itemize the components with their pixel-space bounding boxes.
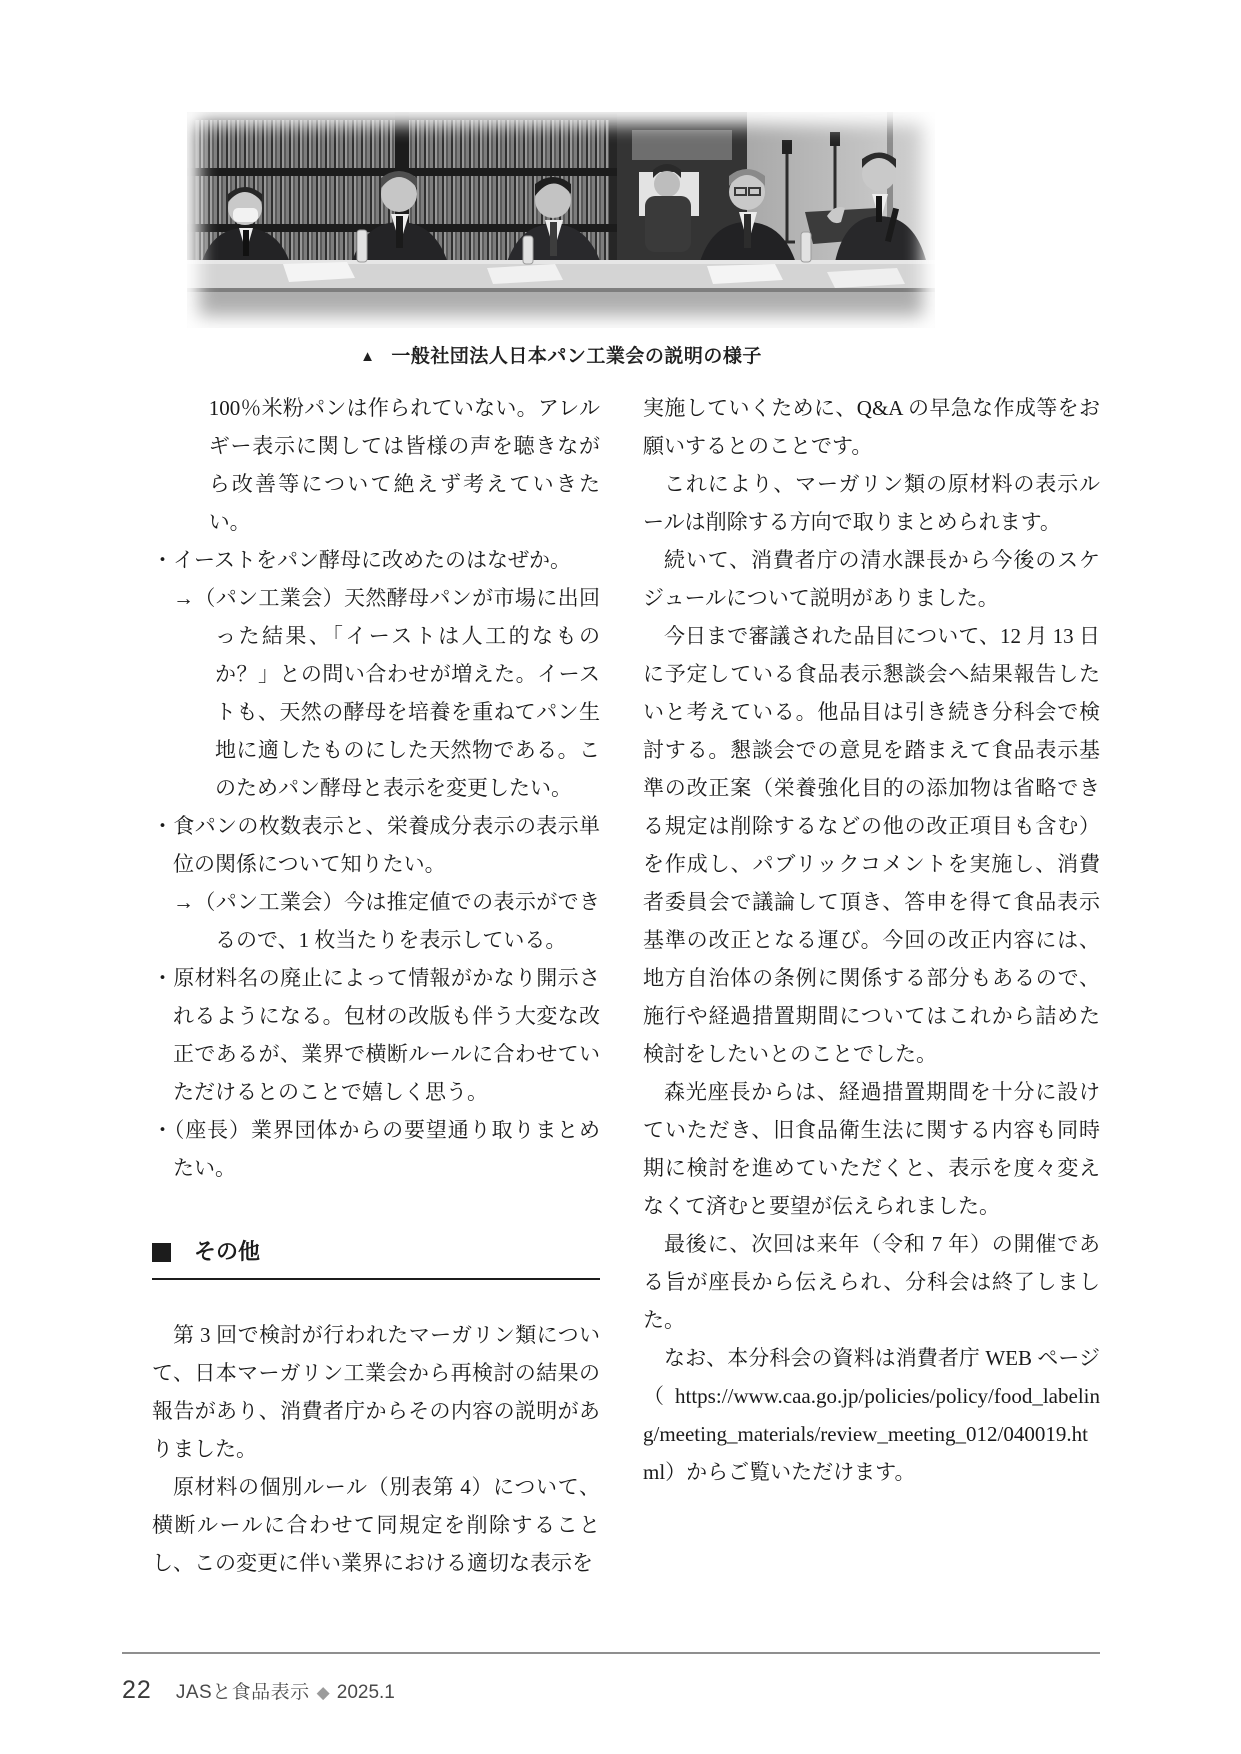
issue-date: 2025.1 <box>336 1682 395 1703</box>
paragraph: これにより、マーガリン類の原材料の表示ルールは削除する方向で取りまとめられます。 <box>643 472 1100 534</box>
paragraph: 今日まで審議された品目について、12 月 13 日に予定している食品表示懇談会へ結果報告したいと考えている。他品目は引き続き分科会で検討する。懇談会での意見を踏まえて食品表示基準の改正案（栄養強化目的の添加物は省略できる規定は削除するなどの他の改正項目も含む）を作成し、パブリックコメントを実施し、消費者委員会で議論して頂き、答申を得て食品表示基準の改正となる運び。今回の改正内容には、地方自治体の条例に関係する部分もあるので、施行や経過措置期間についてはこれから詰めた検討をしたいとのことでした。 <box>643 624 1100 1066</box>
page-footer <box>122 1676 395 1705</box>
paragraph-continuation: 実施していくために、Q&A の早急な作成等をお願いするとのことです。 <box>643 396 1100 458</box>
square-bullet-icon <box>152 1243 171 1262</box>
diamond-separator-icon: ◆ <box>316 1683 330 1702</box>
arrow-answer: →（パン工業会）天然酵母パンが市場に出回った結果、「イーストは人工的なものか？」との問い合わせが増えた。イーストも、天然の酵母を培養を重ねてパン生地に適したものにした天然物である。このためパン酵母と表示を変更したい。 <box>173 586 600 800</box>
photo-caption-text: 一般社団法人日本パン工業会の説明の様子 <box>391 346 762 367</box>
left-column <box>152 389 600 1582</box>
paragraph-continuation: 100％米粉パンは作られていない。アレルギー表示に関しては皆様の声を聴きながら改善等について絶えず考えていきたい。 <box>208 396 600 534</box>
meeting-photo <box>187 112 935 328</box>
photo-caption <box>187 341 935 368</box>
journal-title: JASと食品表示 <box>175 1682 310 1703</box>
paragraph-with-url: なお、本分科会の資料は消費者庁 WEB ページ（https://www.caa.go.jp/policies/policy/food_labeling/meeting_materials/review_meeting_012/040019.html）からご覧いただけます。 <box>643 1346 1100 1484</box>
paragraph: 最後に、次回は来年（令和 7 年）の開催である旨が座長から伝えられ、分科会は終了しました。 <box>643 1232 1100 1332</box>
bullet-item: ・食パンの枚数表示と、栄養成分表示の表示単位の関係について知りたい。 <box>152 814 600 876</box>
right-column <box>643 389 1100 1582</box>
paragraph: 続いて、消費者庁の清水課長から今後のスケジュールについて説明がありました。 <box>643 548 1100 610</box>
meeting-photo-image <box>187 112 935 328</box>
bullet-item: ・（座長）業界団体からの要望通り取りまとめたい。 <box>152 1118 600 1180</box>
paragraph: 第 3 回で検討が行われたマーガリン類について、日本マーガリン工業会から再検討の結果の報告があり、消費者庁からその内容の説明がありました。 <box>152 1323 600 1461</box>
triangle-marker-icon: ▲ <box>360 348 376 365</box>
paragraph: 森光座長からは、経過措置期間を十分に設けていただき、旧食品衛生法に関する内容も同時期に検討を進めていただくと、表示を度々変えなくて済むと要望が伝えられました。 <box>643 1080 1100 1218</box>
bullet-item: ・原材料名の廃止によって情報がかなり開示されるようになる。包材の改版も伴う大変な改正であるが、業界で横断ルールに合わせていただけるとのことで嬉しく思う。 <box>152 966 600 1104</box>
section-heading-text: その他 <box>194 1239 261 1264</box>
paragraph: 原材料の個別ルール（別表第 4）について、横断ルールに合わせて同規定を削除することし、この変更に伴い業界における適切な表示を <box>152 1475 600 1575</box>
section-heading <box>152 1239 600 1280</box>
page-number: 22 <box>122 1676 152 1704</box>
arrow-answer: →（パン工業会）今は推定値での表示ができるので、1 枚当たりを表示している。 <box>173 890 600 952</box>
text-columns <box>152 389 1100 1582</box>
footer-rule <box>122 1652 1100 1654</box>
bullet-item: ・イーストをパン酵母に改めたのはなぜか。 <box>152 548 571 572</box>
